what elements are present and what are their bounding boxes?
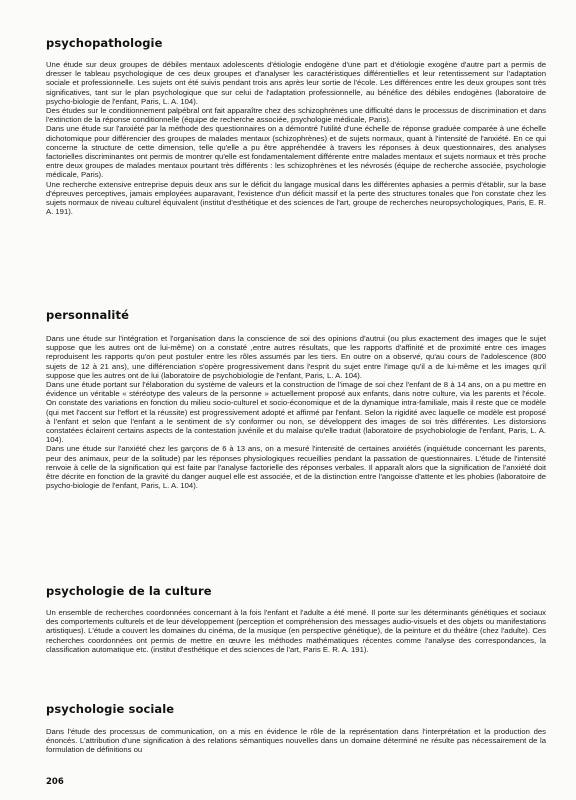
section-body-psychologie-de-la-culture [46, 608, 546, 654]
paragraph: Un ensemble de recherches coordonnées concernant à la fois l'enfant et l'adulte a été mené. Il porte sur les déterminants génétiques et sociaux des comportements culturels et de leur développement (perception et compréhension des messages audio-visuels et des objets ou manifestations artistiques). L'étude a couvert les domaines du cinéma, de la musique (en perspective génétique), de la peinture et du théâtre (chez l'adulte). Ces recherches coordonnées ont permis de mettre en œuvre les méthodes mathématiques récentes comme l'analyse des correspondances, la classification automatique etc. (institut d'esthétique et des sciences de l'art, Paris E. R. A. 191). [46, 608, 546, 654]
section-body-psychopathologie [46, 60, 546, 216]
paragraph: Des études sur le conditionnement palpébral ont fait apparaître chez des schizophrènes une difficulté dans le processus de discrimination et dans l'extinction de la réponse conditionnelle (équipe de recherche associée, psychologie médicale, Paris). [46, 106, 546, 125]
paragraph: Dans une étude sur l'anxiété chez les garçons de 6 à 13 ans, on a mesuré l'intensité de certaines anxiétés (inquiétude concernant les parents, peur des animaux, peur de la solitude) par les réponses physiologiques recueillies pendant la passation de questionnaires. L'étude de l'intensité renvoie à celle de la signification qui est faite par l'analyse factorielle des réponses verbales. Il apparaît alors que la signification de l'anxiété doit être décrite en fonction de la gravité du danger auquel elle est associée, et de la distinction entre l'angoisse d'attente et les phobies (laboratoire de psycho-biologie de l'enfant, Paris, L. A. 104). [46, 444, 546, 491]
paragraph: Une recherche extensive entreprise depuis deux ans sur le déficit du langage musical dans les différentes aphasies a permis d'établir, sur la base d'épreuves perceptives, jamais employées auparavant, l'existence d'un déficit massif et la perte des structures tonales que l'on constate chez les sujets normaux de niveau culturel équivalent (institut d'esthétique et des sciences de l'art, groupe de recherches neuropsychologiques, Paris, E. R. A. 191). [46, 179, 546, 217]
section-heading-psychologie-sociale: psychologie sociale [46, 702, 175, 716]
page-number: 206 [46, 777, 64, 787]
paragraph: Une étude sur deux groupes de débiles mentaux adolescents d'étiologie endogène d'une part et d'étiologie exogène d'autre part a permis de dresser le tableau psychologique de ces deux groupes et d'analyser les caractéristiques différentielles et leur retentissement sur l'adaptation sociale et professionnelle. Les sujets ont été suivis pendant trois ans après leur sortie de l'école. Les différences entre les deux groupes sont très significatives, tant sur le plan psychologique que sur celui de l'adaptation professionnelle, au bénéfice des débiles endogènes (laboratoire de psycho-biologie de l'enfant, Paris, L. A. 104). [46, 60, 546, 106]
section-heading-psychopathologie: psychopathologie [46, 36, 163, 50]
section-heading-psychologie-de-la-culture: psychologie de la culture [46, 584, 212, 598]
section-body-psychologie-sociale [46, 727, 546, 755]
paragraph: Dans une étude sur l'anxiété par la méthode des questionnaires on a démontré l'utilité d'une échelle de réponse graduée comparée à une échelle dichotomique pour différencier des groupes de malades mentaux (schizophrènes) et de sujets normaux, quant à l'intensité de l'anxiété. En ce qui concerne la structure de cette dimension, telle qu'elle a pu être appréhendée à travers les réponses à deux questionnaires, des analyses factorielles discriminantes ont permis de montrer qu'elle est fondamentalement différente entre malades mentaux et sujets normaux et très proche entre deux groupes de malades mentaux pourtant très différents : les schizophrènes et les névrosés (équipe de recherche associée, psychologie médicale, Paris). [46, 124, 546, 180]
paragraph: Dans l'étude des processus de communication, on a mis en évidence le rôle de la représentation dans l'interprétation et la production des énoncés. L'attribution d'une signification à des relations sémantiques nouvelles dans un domaine déterminé ne résulte pas nécessairement de la formulation de définitions ou [46, 727, 546, 755]
section-heading-personnalite: personnalité [46, 308, 129, 322]
section-body-personnalite [46, 334, 546, 490]
paragraph: Dans une étude sur l'intégration et l'organisation dans la conscience de soi des opinions d'autrui (ou plus exactement des images que le sujet suppose que les autres ont de lui-même) on a constaté ,entre autres résultats, que les rapports d'affinité et de proximité entre ces images reproduisent les rapports qu'on peut postuler entre les rôles assumés par les tiers. En outre on a observé, qu'au cours de l'adolescence (800 sujets de 12 à 21 ans), une différenciation s'opère progressivement dans l'esprit du sujet entre l'image qu'il a de lui-même et les images qu'il suppose que les autres ont de lui (laboratoire de psychobiologie de l'enfant, Paris, L. A. 104). [46, 334, 546, 380]
paragraph: Dans une étude portant sur l'élaboration du système de valeurs et la construction de l'image de soi chez l'enfant de 8 à 14 ans, on a pu mettre en évidence un véritable « stéréotype des valeurs de la personne » actuellement proposé aux enfants, dans notre culture, via les parents et l'école. On constate des variations en fonction du milieu socio-culturel et socio-économique et de la dynamique intra-familiale, mais il reste que ce modèle (qui met l'accent sur l'effort et la réussite) est progressivement adopté et affirmé par l'enfant. Selon la rigidité avec laquelle ce modèle est proposé à l'enfant et selon que l'enfant a le sentiment de s'y conformer ou non, se développent des images de soi très différentes. Les distorsions constatées éclairent certains aspects de la contestation juvénile et du malaise qu'elle traduit (laboratoire de psychobiologie de l'enfant, Paris, L. A. 104). [46, 380, 546, 445]
